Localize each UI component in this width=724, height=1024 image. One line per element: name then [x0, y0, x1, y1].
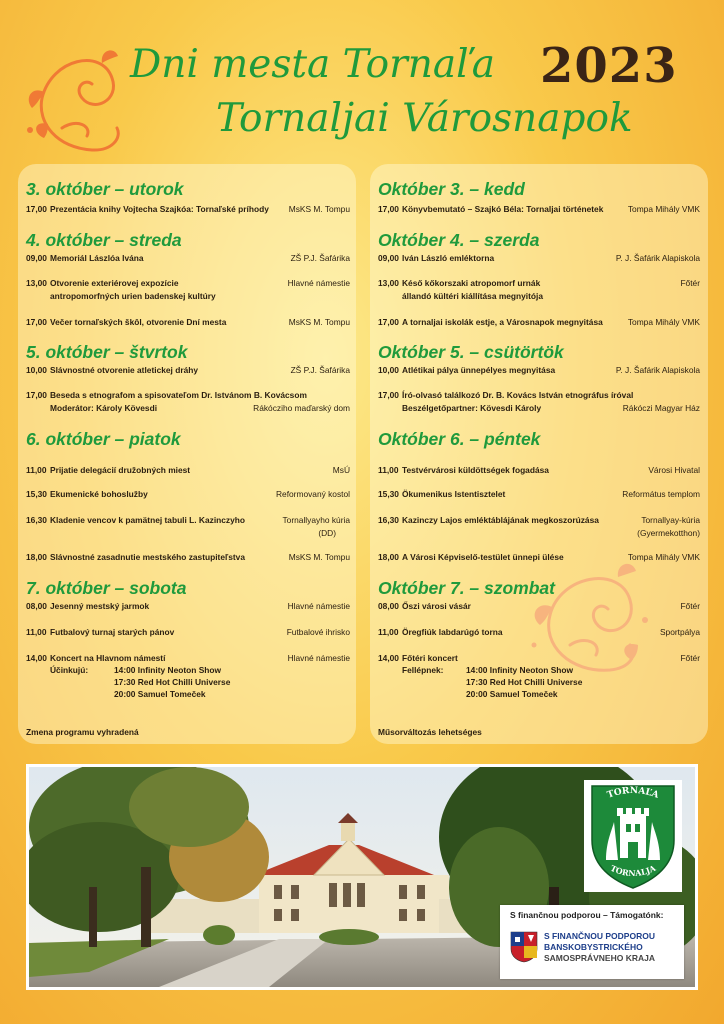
event-time: 08,00 — [26, 601, 47, 611]
day-heading: Október 5. – csütörtök — [378, 342, 564, 362]
event-time: 08,00 — [378, 601, 399, 611]
event-place: Főtér — [680, 601, 700, 611]
event-time: 16,30 — [26, 515, 47, 525]
event-place-cont: Rákócziho maďarský dom — [253, 403, 350, 413]
event-place: P. J. Šafárik Alapiskola — [615, 253, 700, 263]
event-desc-cont: Účinkujú: — [50, 665, 89, 675]
event-desc: Kazinczy Lajos emléktáblájának megkoszorúzása — [402, 515, 599, 525]
performer: 14:00 Infinity Neoton Show — [466, 665, 574, 675]
event-desc: Atlétikai pálya ünnepélyes megnyitása — [402, 365, 556, 375]
event-desc: Slávnostné zasadnutie mestského zastupiteľstva — [50, 552, 245, 562]
region-coat-of-arms-icon — [510, 931, 538, 963]
event-time: 17,00 — [378, 390, 399, 400]
event-time: 10,00 — [26, 365, 47, 375]
event-desc: Író-olvasó találkozó Dr. B. Kovács István etnográfus íróval — [402, 390, 634, 400]
event-desc: Slávnostné otvorenie atletickej dráhy — [50, 365, 199, 375]
title-slovak: Dni mesta Tornaľa — [130, 42, 495, 87]
event-desc: Jesenný mestský jarmok — [50, 601, 150, 611]
day-heading: Október 3. – kedd — [378, 179, 525, 199]
performer: 14:00 Infinity Neoton Show — [114, 665, 222, 675]
event-place: Városi Hivatal — [648, 465, 700, 475]
event-time: 17,00 — [378, 204, 399, 214]
event-desc: Prezentácia knihy Vojtecha Szajkóa: Tornaľské príhody — [50, 204, 269, 214]
event-desc: Őszi városi vásár — [402, 601, 471, 611]
event-place: Tornallyay-kúria — [641, 515, 700, 525]
crest-top-text: TORNAĽA — [606, 785, 660, 801]
event-time: 15,30 — [378, 489, 399, 499]
event-desc-cont: antropomorfných urien badenskej kultúry — [50, 291, 216, 301]
performer: 17:30 Red Hot Chilli Universe — [466, 677, 583, 687]
year: 2023 — [540, 38, 678, 94]
event-place: MsÚ — [332, 465, 350, 475]
day-heading: Október 4. – szerda — [378, 230, 540, 250]
event-time: 13,00 — [378, 278, 399, 288]
sponsor-line-2: BANSKOBYSTRICKÉHO — [544, 942, 643, 952]
event-desc: Memoriál Lászlóa Ivána — [50, 253, 144, 263]
event-desc-cont: állandó kültéri kiállítása megnyitója — [402, 291, 544, 301]
event-desc: Főtéri koncert — [402, 653, 458, 663]
event-desc: Otvorenie exteriérovej expozície — [50, 278, 179, 288]
event-time: 17,00 — [26, 317, 47, 327]
event-time: 17,00 — [378, 317, 399, 327]
performer: 20:00 Samuel Tomeček — [466, 689, 558, 699]
event-place: Hlavné námestie — [287, 601, 350, 611]
event-time: 11,00 — [26, 627, 47, 637]
day-heading: 3. október – utorok — [26, 179, 184, 199]
event-place: Főtér — [680, 278, 700, 288]
event-desc: Kladenie vencov k pamätnej tabuli L. Kazinczyho — [50, 515, 246, 525]
event-desc: Ökumenikus Istentisztelet — [402, 489, 506, 499]
sponsor-line-3: SAMOSPRÁVNEHO KRAJA — [544, 953, 655, 963]
event-desc-cont: Moderátor: Károly Kövesdi — [50, 403, 158, 413]
event-time: 17,00 — [26, 390, 47, 400]
program-change-note-hu: Műsorváltozás lehetséges — [378, 727, 482, 737]
event-desc-cont: Beszélgetőpartner: Kövesdi Károly — [402, 403, 542, 413]
event-desc: Futbalový turnaj starých pánov — [50, 627, 175, 637]
event-place: ZŠ P.J. Šafárika — [290, 253, 350, 263]
event-time: 11,00 — [26, 465, 47, 475]
event-place: MsKS M. Tompu — [288, 552, 350, 562]
event-place: ZŠ P.J. Šafárika — [290, 365, 350, 375]
event-place: Főtér — [680, 653, 700, 663]
event-time: 15,30 — [26, 489, 47, 499]
title-hungarian: Tornaljai Városnapok — [216, 96, 633, 141]
day-heading: 4. október – streda — [26, 230, 182, 250]
event-place: Reformovaný kostol — [275, 489, 350, 499]
event-time: 14,00 — [378, 653, 399, 663]
event-time: 09,00 — [26, 253, 47, 263]
event-place: Hlavné námestie — [287, 278, 350, 288]
event-desc: Koncert na Hlavnom námestí — [50, 653, 166, 663]
program-change-note-sk: Zmena programu vyhradená — [26, 727, 139, 737]
town-crest — [584, 780, 682, 892]
event-time: 09,00 — [378, 253, 399, 263]
sponsor-line-1: S FINANČNOU PODPOROU — [544, 931, 655, 941]
event-desc: Késő kőkorszaki atropomorf urnák — [402, 278, 541, 288]
event-desc: Beseda s etnografom a spisovateľom Dr. Istvánom B. Kovácsom — [50, 390, 307, 400]
event-desc: Testvérvárosi küldöttségek fogadása — [402, 465, 549, 475]
day-heading: Október 6. – péntek — [378, 429, 541, 449]
crest-bottom-text: TORNALJA — [608, 862, 658, 879]
sponsor-heading: S finančnou podporou – Támogatónk: — [510, 910, 664, 920]
event-desc: Iván László emléktorna — [402, 253, 495, 263]
event-place: Tompa Mihály VMK — [627, 204, 700, 214]
performer: 20:00 Samuel Tomeček — [114, 689, 206, 699]
event-desc: A Városi Képviselő-testület ünnepi ülése — [402, 552, 564, 562]
event-place: Református templom — [622, 489, 700, 499]
event-place: Tompa Mihály VMK — [627, 552, 700, 562]
event-place: P. J. Šafárik Alapiskola — [615, 365, 700, 375]
event-place: Tornallyayho kúria — [282, 515, 350, 525]
event-desc: Večer tornaľských škôl, otvorenie Dní mesta — [50, 317, 227, 327]
event-time: 11,00 — [378, 465, 399, 475]
event-place: Sportpálya — [659, 627, 700, 637]
day-heading: 5. október – štvrtok — [26, 342, 188, 362]
event-desc: Prijatie delegácií družobných miest — [50, 465, 191, 475]
event-time: 16,30 — [378, 515, 399, 525]
event-time: 11,00 — [378, 627, 399, 637]
event-desc: A tornaljai iskolák estje, a Városnapok megnyitása — [402, 317, 603, 327]
event-place: Hlavné námestie — [287, 653, 350, 663]
event-desc: Könyvbemutató – Szajkó Béla: Tornaljai történetek — [402, 204, 604, 214]
event-place: Futbalové ihrisko — [286, 627, 350, 637]
ornament-swirl-top-left — [22, 38, 137, 163]
event-place: MsKS M. Tompu — [288, 317, 350, 327]
day-heading: 6. október – piatok — [26, 429, 181, 449]
sponsor-box — [500, 905, 684, 979]
performer: 17:30 Red Hot Chilli Universe — [114, 677, 231, 687]
event-desc: Ekumenické bohoslužby — [50, 489, 148, 499]
event-place: MsKS M. Tompu — [288, 204, 350, 214]
event-time: 14,00 — [26, 653, 47, 663]
event-time: 18,00 — [378, 552, 399, 562]
event-time: 13,00 — [26, 278, 47, 288]
event-place-cont: (Gyermekotthon) — [637, 528, 700, 538]
event-time: 17,00 — [26, 204, 47, 214]
event-desc: Öregfiúk labdarúgó torna — [402, 627, 503, 637]
event-place: Tompa Mihály VMK — [627, 317, 700, 327]
event-place-cont: Rákóczi Magyar Ház — [622, 403, 700, 413]
day-heading: Október 7. – szombat — [378, 578, 555, 598]
event-desc-cont: Fellépnek: — [402, 665, 444, 675]
event-place-cont: (DD) — [318, 528, 336, 538]
event-time: 10,00 — [378, 365, 399, 375]
day-heading: 7. október – sobota — [26, 578, 187, 598]
event-time: 18,00 — [26, 552, 47, 562]
